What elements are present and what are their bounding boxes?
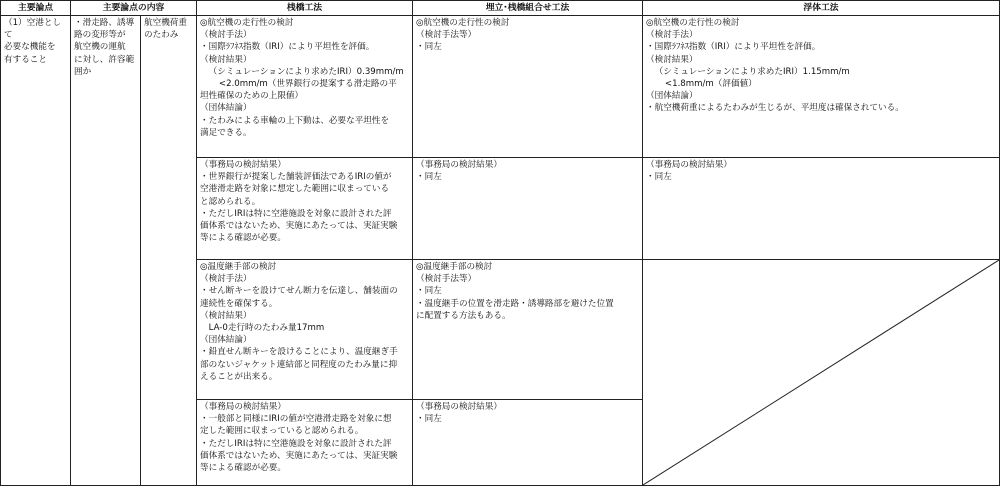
text-line: 空港滑走路を対象に想定した範囲に収まっている bbox=[200, 184, 390, 195]
text-line: 路の変形等が bbox=[74, 30, 126, 41]
text-line: （検討手法） bbox=[646, 30, 698, 41]
text-line: ・一般部と同様にIRIの値が空港滑走路を対象に想 bbox=[200, 414, 392, 425]
text-line: （シミュレーションにより求めたIRI）1.15mm/m bbox=[654, 66, 850, 77]
text-line: ◎航空機の走行性の検討 bbox=[200, 18, 294, 28]
text-line: 連続性を確保する。 bbox=[200, 298, 278, 309]
text-line: 等による確認が必要。 bbox=[200, 233, 286, 244]
text-line: えることが出来る。 bbox=[200, 371, 278, 382]
text-line: 定した範囲に収まっていると認められる。 bbox=[200, 426, 364, 437]
header-pier-method: 桟橋工法 bbox=[197, 1, 413, 16]
text-line: （検討手法） bbox=[200, 30, 252, 41]
text-line: <1.8mm/m（評価値） bbox=[664, 79, 757, 90]
text-line: （事務局の検討結果） bbox=[200, 160, 286, 170]
text-line: 坦性確保のための上限値） bbox=[200, 91, 304, 102]
text-line: と認められる。 bbox=[200, 196, 261, 207]
cell-hybrid-block3 bbox=[413, 260, 643, 400]
text-line: （団体結論） bbox=[200, 103, 252, 114]
text-line: （検討結果） bbox=[200, 54, 252, 65]
text-line: （検討手法等） bbox=[416, 30, 477, 41]
text-line: <2.0mm/m（世界銀行の提案する滑走路の平 bbox=[218, 79, 397, 90]
text-line: （シミュレーションにより求めたIRI）0.39mm/m bbox=[208, 66, 404, 77]
cell-hybrid-block4 bbox=[413, 400, 643, 486]
text-line: ・同左 bbox=[416, 414, 442, 425]
cell-float-not-applicable bbox=[643, 260, 1000, 486]
text-line: 価体系ではないため、実施にあたっては、実証実験 bbox=[200, 221, 398, 232]
text-line: （団体結論） bbox=[646, 91, 698, 102]
cell-float-block2 bbox=[643, 158, 1000, 260]
text-line: （事務局の検討結果） bbox=[416, 402, 502, 412]
cell-pier-block4 bbox=[197, 400, 413, 486]
text-line: ・同左 bbox=[646, 172, 672, 183]
text-line: ・国際ﾗﾌﾈｽ指数（IRI）により平坦性を評価。 bbox=[200, 42, 375, 53]
header-hybrid-method: 埋立･桟橋組合せ工法 bbox=[413, 1, 643, 16]
text-line: 必要な機能を bbox=[4, 42, 56, 53]
text-line: ・滑走路、誘導 bbox=[74, 18, 135, 28]
text-line: 航空機の運航 bbox=[74, 42, 126, 53]
text-line: ◎航空機の走行性の検討 bbox=[646, 18, 740, 28]
text-line: （検討結果） bbox=[646, 54, 698, 65]
text-line: ・同左 bbox=[416, 42, 442, 53]
cell-pier-block1 bbox=[197, 16, 413, 158]
text-line: ・国際ﾗﾌﾈｽ指数（IRI）により平坦性を評価。 bbox=[646, 42, 821, 53]
text-line: ・航空機荷重によるたわみが生じるが、平坦度は確保されている。 bbox=[646, 103, 904, 114]
text-line: （検討結果） bbox=[200, 310, 252, 321]
cell-hybrid-block1 bbox=[413, 16, 643, 158]
text-line: （検討手法等） bbox=[416, 274, 477, 285]
text-line: ・同左 bbox=[416, 172, 442, 183]
text-line: 航空機荷重 bbox=[144, 18, 187, 28]
text-line: に対し、許容範 bbox=[74, 54, 135, 65]
text-line: 部のないジャケット連結部と同程度のたわみ量に抑 bbox=[200, 359, 398, 370]
header-float-method: 浮体工法 bbox=[643, 1, 1000, 16]
text-line: ・同左 bbox=[416, 286, 442, 297]
text-line: 有すること bbox=[4, 54, 47, 65]
text-line: 価体系ではないため、実施にあたっては、実証実験 bbox=[200, 450, 398, 461]
text-line: （1）空港として bbox=[4, 18, 62, 41]
cell-main-point bbox=[1, 16, 71, 486]
cell-pier-block2 bbox=[197, 158, 413, 260]
text-line: ・ただしIRIは特に空港施設を対象に設計された評 bbox=[200, 438, 392, 449]
text-line: ・ただしIRIは特に空港施設を対象に設計された評 bbox=[200, 208, 392, 219]
text-line: （事務局の検討結果） bbox=[416, 160, 502, 170]
text-line: ・世界銀行が提案した舗装評価法であるIRIの値が bbox=[200, 172, 392, 183]
text-line: （事務局の検討結果） bbox=[646, 160, 732, 170]
header-point: 主要論点 bbox=[1, 1, 71, 16]
text-line: 満足できる。 bbox=[200, 127, 252, 138]
text-line: ◎航空機の走行性の検討 bbox=[416, 18, 510, 28]
header-row bbox=[1, 1, 1000, 16]
text-line: ・鉛直せん断キーを設けることにより、温度継ぎ手 bbox=[200, 347, 398, 358]
text-line: ◎温度継手部の検討 bbox=[200, 262, 277, 272]
cell-detail-b bbox=[141, 16, 197, 486]
text-line: 等による確認が必要。 bbox=[200, 463, 286, 474]
table-row-block1 bbox=[1, 16, 1000, 158]
text-line: ◎温度継手部の検討 bbox=[416, 262, 493, 272]
text-line: ・たわみによる車輪の上下動は、必要な平坦性を bbox=[200, 115, 390, 126]
text-line: に配置する方法もある。 bbox=[416, 310, 511, 321]
text-line: （事務局の検討結果） bbox=[200, 402, 286, 412]
text-line: のたわみ bbox=[144, 30, 179, 41]
cell-hybrid-block2 bbox=[413, 158, 643, 260]
text-line: （団体結論） bbox=[200, 335, 252, 346]
text-line: 囲か bbox=[74, 66, 92, 77]
text-line: LA-0走行時のたわみ量17mm bbox=[208, 323, 325, 334]
text-line: ・せん断キーを設けてせん断力を伝達し、舗装面の bbox=[200, 286, 398, 297]
text-line: （検討手法） bbox=[200, 274, 252, 285]
header-detail: 主要論点の内容 bbox=[71, 1, 197, 16]
cell-detail-a bbox=[71, 16, 141, 486]
cell-pier-block3 bbox=[197, 260, 413, 400]
cell-float-block1 bbox=[643, 16, 1000, 158]
diagonal-strike bbox=[643, 260, 999, 485]
text-line: ・温度継手の位置を滑走路・誘導路部を避けた位置 bbox=[416, 298, 614, 309]
